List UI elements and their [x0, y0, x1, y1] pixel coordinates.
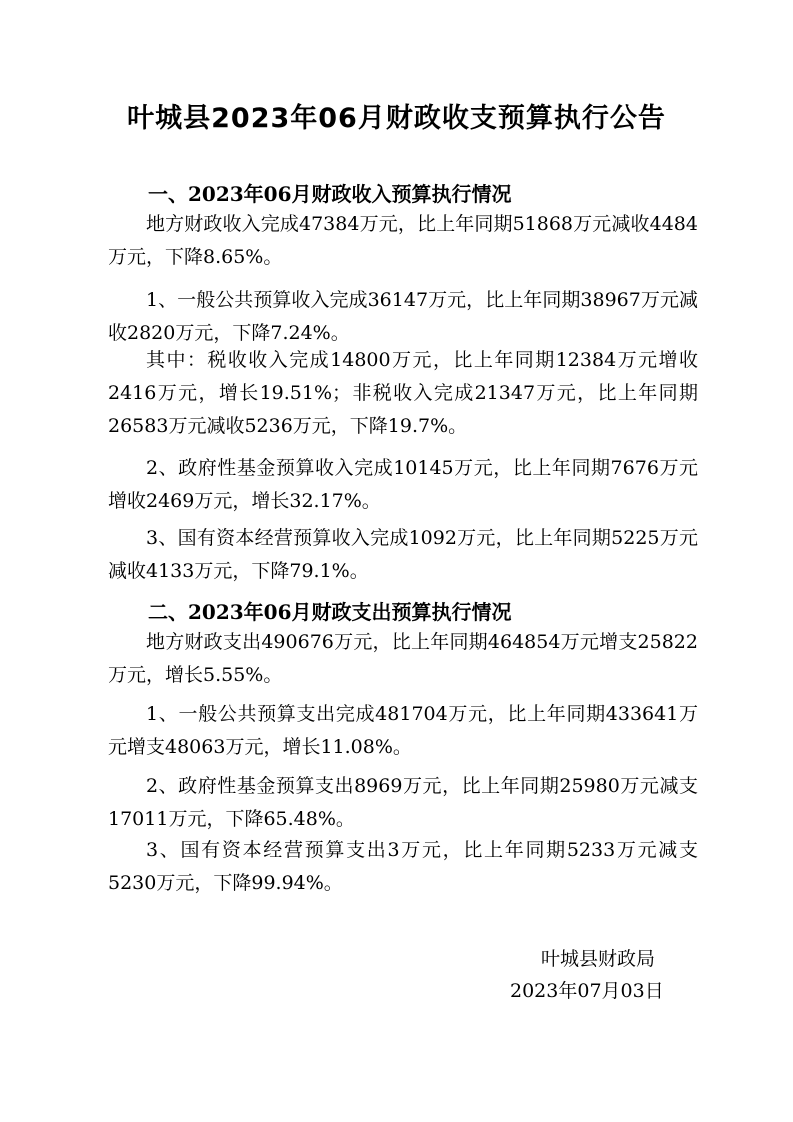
section1-paragraph-2: 1、一般公共预算收入完成36147万元，比上年同期38967万元减收2820万元，下降7.24%。 — [108, 289, 698, 344]
section1-paragraph-3: 其中：税收收入完成14800万元，比上年同期12384万元增收2416万元，增长19.51%；非税收入完成21347万元，比上年同期26583万元减收5236万元，下降19.7%。 — [108, 349, 698, 437]
section2-paragraph-2: 1、一般公共预算支出完成481704万元，比上年同期433641万元增支48063万元，增长11.08%。 — [108, 703, 698, 758]
section1-paragraph-5: 3、国有资本经营预算收入完成1092万元，比上年同期5225万元减收4133万元，下降79.1%。 — [108, 527, 698, 582]
section1-paragraph-4: 2、政府性基金预算收入完成10145万元，比上年同期7676万元增收2469万元，增长32.17%。 — [108, 457, 698, 512]
section2-heading: 二、2023年06月财政支出预算执行情况 — [148, 600, 512, 624]
section2-paragraph-4: 3、国有资本经营预算支出3万元，比上年同期5233万元减支5230万元，下降99.94%。 — [108, 839, 698, 894]
section1-paragraph-1: 地方财政收入完成47384万元，比上年同期51868万元减收4484万元，下降8.65%。 — [108, 213, 698, 268]
section2-paragraph-1: 地方财政支出490676万元，比上年同期464854万元增支25822万元，增长5.55%。 — [108, 631, 698, 686]
section1-heading: 一、2023年06月财政收入预算执行情况 — [148, 182, 512, 206]
document-title: 叶城县2023年06月财政收支预算执行公告 — [127, 103, 666, 134]
section2-paragraph-3: 2、政府性基金预算支出8969万元，比上年同期25980万元减支17011万元，下降65.48%。 — [108, 775, 698, 830]
signature-date: 2023年07月03日 — [510, 980, 664, 1002]
signature-org: 叶城县财政局 — [541, 948, 656, 970]
